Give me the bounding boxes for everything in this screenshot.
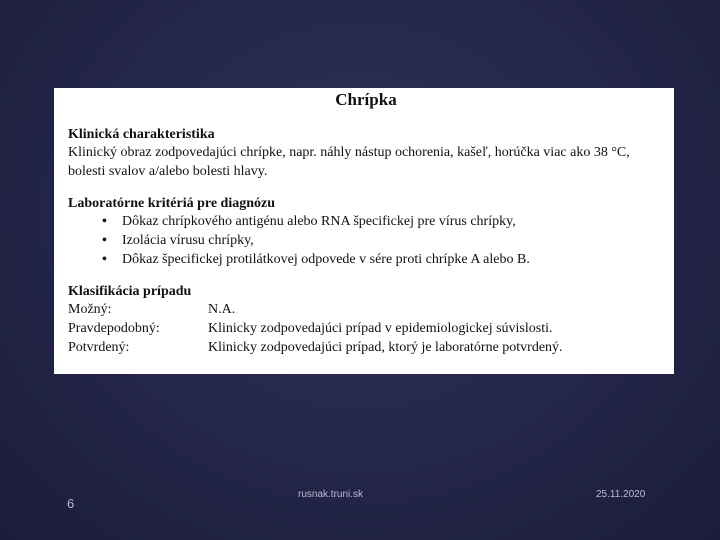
table-row xyxy=(68,300,563,319)
classification-value: Klinicky zodpovedajúci prípad v epidemiologickej súvislosti. xyxy=(208,321,553,336)
clinical-section xyxy=(68,126,664,181)
classification-label: Pravdepodobný: xyxy=(68,321,160,336)
table-row xyxy=(68,338,563,357)
classification-heading: Klasifikácia prípadu xyxy=(68,284,192,299)
classification-section xyxy=(68,283,664,357)
classification-label: Potvrdený: xyxy=(68,340,130,355)
lab-heading: Laboratórne kritériá pre diagnózu xyxy=(68,196,276,211)
slide-number: 6 xyxy=(67,496,75,511)
footer-date: 25.11.2020 xyxy=(596,489,646,500)
document-title: Chrípka xyxy=(335,90,397,109)
lab-criterion-3: • Dôkaz špecifickej protilátkovej odpovede v sére proti chrípke A alebo B. xyxy=(102,250,664,269)
footer-website: rusnak.truni.sk xyxy=(298,489,364,500)
clinical-heading: Klinická charakteristika xyxy=(68,127,215,142)
lab-section xyxy=(68,195,664,269)
lab-criterion-2: • Izolácia vírusu chrípky, xyxy=(102,231,664,250)
classification-value: N.A. xyxy=(208,302,236,317)
lab-criteria-list xyxy=(68,212,664,269)
classification-label: Možný: xyxy=(68,302,112,317)
document-image xyxy=(54,88,674,374)
classification-table xyxy=(68,300,563,357)
lab-criterion-1: • Dôkaz chrípkového antigénu alebo RNA špecifickej pre vírus chrípky, xyxy=(102,212,664,231)
table-row xyxy=(68,319,563,338)
classification-value: Klinicky zodpovedajúci prípad, ktorý je laboratórne potvrdený. xyxy=(208,340,563,355)
clinical-text: Klinický obraz zodpovedajúci chrípke, napr. náhly nástup ochorenia, kašeľ, horúčka viac ako 38 °C, bolesti svalov a/alebo bolesti hlavy. xyxy=(68,145,630,179)
